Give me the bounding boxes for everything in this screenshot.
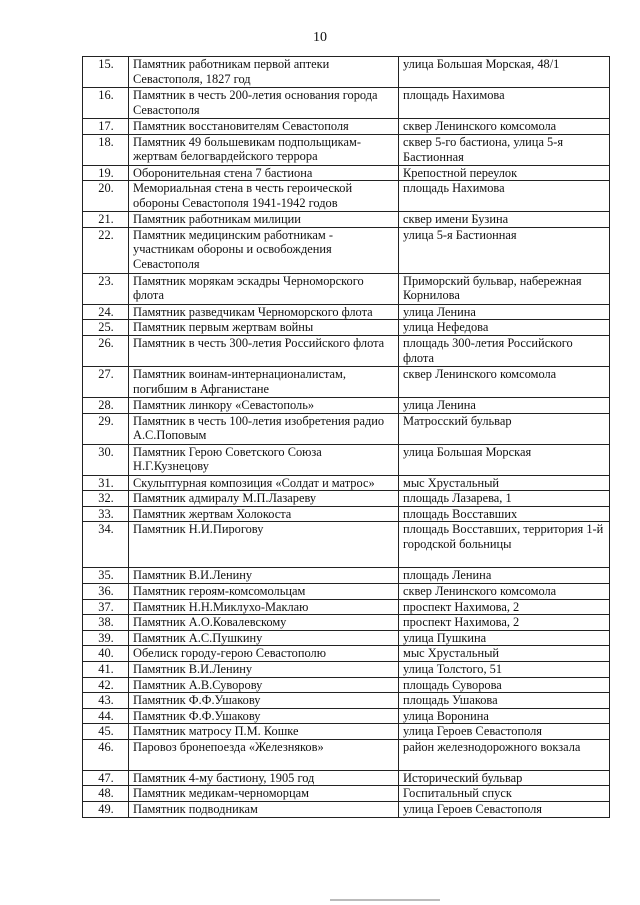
monument-name: Памятник линкору «Севастополь» — [129, 397, 399, 413]
monument-location: улица Воронина — [399, 708, 610, 724]
monument-location: площадь Ленина — [399, 568, 610, 584]
monument-name: Памятник А.С.Пушкину — [129, 630, 399, 646]
table-row — [83, 165, 610, 181]
monument-name: Памятник В.И.Ленину — [129, 568, 399, 584]
monument-location: сквер Ленинского комсомола — [399, 366, 610, 397]
monument-location: улица Пушкина — [399, 630, 610, 646]
table-row — [83, 615, 610, 631]
table-row — [83, 693, 610, 709]
monument-location: улица Толстого, 51 — [399, 661, 610, 677]
monument-location: площадь Ушакова — [399, 693, 610, 709]
monument-name: Мемориальная стена в честь героической обороны Севастополя 1941-1942 годов — [129, 181, 399, 212]
table-row — [83, 786, 610, 802]
row-number: 48. — [83, 786, 129, 802]
monument-name: Памятник героям-комсомольцам — [129, 583, 399, 599]
monument-location: площадь Восставших, территория 1-й городской больницы — [399, 522, 610, 568]
table-row — [83, 320, 610, 336]
table-row — [83, 802, 610, 818]
table-row — [83, 677, 610, 693]
monument-location: сквер Ленинского комсомола — [399, 119, 610, 135]
monument-location: проспект Нахимова, 2 — [399, 599, 610, 615]
monument-name: Памятник Герою Советского Союза Н.Г.Кузнецову — [129, 444, 399, 475]
table-row — [83, 397, 610, 413]
monument-name: Памятник воинам-интернационалистам, погибшим в Афганистане — [129, 366, 399, 397]
table-row — [83, 366, 610, 397]
table-row — [83, 227, 610, 273]
monument-name: Памятник матросу П.М. Кошке — [129, 724, 399, 740]
monument-location: площадь Нахимова — [399, 88, 610, 119]
monument-name: Памятник в честь 100-летия изобретения радио А.С.Поповым — [129, 413, 399, 444]
monument-name: Памятник адмиралу М.П.Лазареву — [129, 491, 399, 507]
monument-name: Памятник 49 большевикам подпольщикам-жертвам белогвардейского террора — [129, 134, 399, 165]
monument-name: Памятник А.О.Ковалевскому — [129, 615, 399, 631]
table-row — [83, 630, 610, 646]
table-row — [83, 335, 610, 366]
row-number: 45. — [83, 724, 129, 740]
monument-location: Приморский бульвар, набережная Корнилова — [399, 273, 610, 304]
row-number: 24. — [83, 304, 129, 320]
row-number: 18. — [83, 134, 129, 165]
row-number: 43. — [83, 693, 129, 709]
monument-location: улица Героев Севастополя — [399, 724, 610, 740]
row-number: 41. — [83, 661, 129, 677]
table-row — [83, 568, 610, 584]
table-row — [83, 273, 610, 304]
monument-name: Памятник работникам первой аптеки Севастополя, 1827 год — [129, 57, 399, 88]
row-number: 26. — [83, 335, 129, 366]
table-row — [83, 491, 610, 507]
monument-name: Обелиск городу-герою Севастополю — [129, 646, 399, 662]
table-row — [83, 583, 610, 599]
row-number: 42. — [83, 677, 129, 693]
table-row — [83, 522, 610, 568]
table-row — [83, 88, 610, 119]
table-row — [83, 212, 610, 228]
monument-location: улица Большая Морская — [399, 444, 610, 475]
table-row — [83, 304, 610, 320]
monument-location: площадь 300-летия Российского флота — [399, 335, 610, 366]
monument-location: мыс Хрустальный — [399, 646, 610, 662]
page-number: 10 — [313, 30, 327, 45]
row-number: 49. — [83, 802, 129, 818]
monument-location: сквер Ленинского комсомола — [399, 583, 610, 599]
row-number: 16. — [83, 88, 129, 119]
monument-location: сквер имени Бузина — [399, 212, 610, 228]
table-row — [83, 646, 610, 662]
row-number: 44. — [83, 708, 129, 724]
monument-name: Памятник Н.И.Пирогову — [129, 522, 399, 568]
monument-location: Госпитальный спуск — [399, 786, 610, 802]
monument-location: улица Большая Морская, 48/1 — [399, 57, 610, 88]
row-number: 23. — [83, 273, 129, 304]
row-number: 40. — [83, 646, 129, 662]
row-number: 29. — [83, 413, 129, 444]
monument-location: улица Ленина — [399, 304, 610, 320]
monument-name: Памятник медицинским работникам - участникам обороны и освобождения Севастополя — [129, 227, 399, 273]
monument-name: Памятник разведчикам Черноморского флота — [129, 304, 399, 320]
row-number: 28. — [83, 397, 129, 413]
monument-location: улица Ленина — [399, 397, 610, 413]
row-number: 20. — [83, 181, 129, 212]
row-number: 21. — [83, 212, 129, 228]
monument-name: Памятник первым жертвам войны — [129, 320, 399, 336]
monument-name: Оборонительная стена 7 бастиона — [129, 165, 399, 181]
table-row — [83, 739, 610, 770]
row-number: 46. — [83, 739, 129, 770]
monument-location: Исторический бульвар — [399, 770, 610, 786]
monument-location: площадь Суворова — [399, 677, 610, 693]
monument-name: Памятник медикам-черноморцам — [129, 786, 399, 802]
monument-name: Памятник Ф.Ф.Ушакову — [129, 708, 399, 724]
monuments-table — [82, 56, 610, 818]
row-number: 27. — [83, 366, 129, 397]
monument-location: улица 5-я Бастионная — [399, 227, 610, 273]
row-number: 31. — [83, 475, 129, 491]
row-number: 22. — [83, 227, 129, 273]
row-number: 30. — [83, 444, 129, 475]
monument-location: сквер 5-го бастиона, улица 5-я Бастионная — [399, 134, 610, 165]
table-row — [83, 661, 610, 677]
row-number: 19. — [83, 165, 129, 181]
monument-location: улица Нефедова — [399, 320, 610, 336]
table-row — [83, 770, 610, 786]
monument-name: Паровоз бронепоезда «Железняков» — [129, 739, 399, 770]
monument-name: Памятник работникам милиции — [129, 212, 399, 228]
monument-name: Памятник в честь 300-летия Российского флота — [129, 335, 399, 366]
table-row — [83, 134, 610, 165]
monument-name: Памятник жертвам Холокоста — [129, 506, 399, 522]
row-number: 39. — [83, 630, 129, 646]
table-row — [83, 57, 610, 88]
row-number: 37. — [83, 599, 129, 615]
table-row — [83, 506, 610, 522]
monument-name: Скульптурная композиция «Солдат и матрос» — [129, 475, 399, 491]
monument-location: улица Героев Севастополя — [399, 802, 610, 818]
monument-location: район железнодорожного вокзала — [399, 739, 610, 770]
row-number: 17. — [83, 119, 129, 135]
row-number: 25. — [83, 320, 129, 336]
monument-location: мыс Хрустальный — [399, 475, 610, 491]
monument-name: Памятник А.В.Суворову — [129, 677, 399, 693]
table-row — [83, 413, 610, 444]
monument-name: Памятник восстановителям Севастополя — [129, 119, 399, 135]
row-number: 36. — [83, 583, 129, 599]
row-number: 35. — [83, 568, 129, 584]
monument-location: площадь Восставших — [399, 506, 610, 522]
table-row — [83, 724, 610, 740]
monument-name: Памятник Ф.Ф.Ушакову — [129, 693, 399, 709]
row-number: 38. — [83, 615, 129, 631]
table-row — [83, 599, 610, 615]
monument-location: Матросский бульвар — [399, 413, 610, 444]
monument-name: Памятник в честь 200-летия основания города Севастополя — [129, 88, 399, 119]
monument-name: Памятник подводникам — [129, 802, 399, 818]
monument-location: проспект Нахимова, 2 — [399, 615, 610, 631]
monument-name: Памятник 4-му бастиону, 1905 год — [129, 770, 399, 786]
monument-name: Памятник Н.Н.Миклухо-Маклаю — [129, 599, 399, 615]
table-row — [83, 444, 610, 475]
monument-location: площадь Нахимова — [399, 181, 610, 212]
table-row — [83, 475, 610, 491]
monument-name: Памятник морякам эскадры Черноморского флота — [129, 273, 399, 304]
table-row — [83, 119, 610, 135]
row-number: 34. — [83, 522, 129, 568]
row-number: 47. — [83, 770, 129, 786]
row-number: 32. — [83, 491, 129, 507]
row-number: 15. — [83, 57, 129, 88]
table-row — [83, 708, 610, 724]
monument-location: площадь Лазарева, 1 — [399, 491, 610, 507]
monument-location: Крепостной переулок — [399, 165, 610, 181]
table-row — [83, 181, 610, 212]
monument-name: Памятник В.И.Ленину — [129, 661, 399, 677]
scan-edge-mark — [330, 899, 440, 901]
monuments-table-body — [83, 57, 610, 818]
row-number: 33. — [83, 506, 129, 522]
